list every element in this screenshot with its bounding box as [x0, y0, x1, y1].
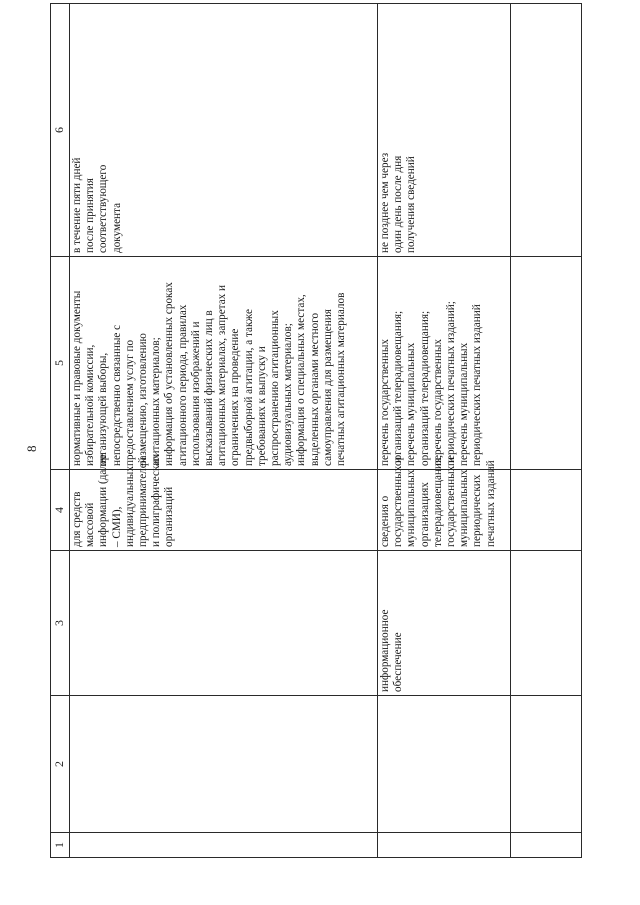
header-col-4: 4: [51, 470, 70, 551]
cell-text-line: нормативные и правовые документы: [71, 290, 83, 466]
table-row: [378, 4, 511, 858]
cell-text-line: перечень муниципальных: [405, 342, 418, 466]
cell-text-line: агитационных материалов;: [150, 337, 163, 466]
cell-text-line: получения сведений: [405, 156, 418, 253]
cell-col-1: [70, 833, 378, 858]
cell-text-line: документа: [110, 202, 123, 253]
table-row-continuation: [511, 4, 582, 858]
header-row: [51, 4, 70, 858]
cell-text-line: перечень муниципальных: [458, 342, 471, 466]
cell-text-line: информация об установленных сроках: [163, 282, 176, 466]
header-col-6: 6: [51, 4, 70, 257]
cell-text-line: сведения о: [379, 495, 391, 547]
table-row: [70, 4, 378, 858]
cell-text-line: требованиях к выпуску и: [255, 346, 268, 466]
cell-text-line: информационное: [379, 609, 391, 692]
cell-col-2: [70, 696, 378, 833]
cell-text-line: для средств: [71, 491, 83, 547]
cell-text-line: периодических печатных изданий;: [445, 301, 458, 466]
cell-col-6: [70, 4, 378, 257]
cell-text-line: организаций: [163, 486, 176, 547]
cell-text-line: после принятия: [84, 178, 97, 253]
cell-col-5: [378, 257, 511, 470]
cell-text-line: организаций телерадиовещания;: [392, 310, 405, 466]
cell-text-line: – СМИ),: [110, 506, 123, 547]
cell-text-line: предвыборной агитации, а также: [242, 309, 255, 466]
cell-col-5: [511, 257, 582, 470]
cell-text-line: перечень государственных: [431, 339, 444, 466]
cell-text-line: не позднее чем через: [379, 152, 391, 253]
header-col-3: 3: [51, 551, 70, 696]
cell-text-line: печатных изданий: [484, 460, 497, 547]
cell-col-4: [378, 455, 511, 551]
cell-text-line: информации (далее: [97, 454, 110, 547]
cell-text-line: муниципальных: [405, 469, 418, 547]
cell-col-3: [511, 551, 582, 696]
cell-text-line: предпринимателей: [137, 457, 150, 547]
cell-text-line: непосредственно связанные с: [110, 324, 123, 466]
cell-col-5: [70, 257, 378, 470]
cell-text-line: телерадиовещания,: [431, 455, 444, 547]
header-col-2: 2: [51, 696, 70, 833]
cell-text-line: периодических печатных изданий: [471, 304, 484, 466]
cell-text-line: информация о специальных местах,: [295, 294, 308, 466]
cell-text-line: и полиграфических: [150, 453, 163, 547]
cell-text-line: аудиовизуальных материалов;: [282, 323, 295, 466]
cell-col-4: [70, 453, 378, 551]
cell-text-line: в течение пяти дней: [71, 157, 83, 253]
cell-text-line: распространению агитационных: [269, 310, 282, 466]
cell-text-line: размещению, изготовлению: [137, 333, 150, 466]
header-col-1: 1: [51, 833, 70, 858]
cell-text-line: агитационных материалах, запретах и: [216, 284, 229, 466]
cell-text-line: печатных агитационных материалов: [335, 292, 348, 466]
cell-text-line: использования изображений и: [189, 321, 202, 466]
cell-text-line: массовой: [84, 502, 97, 547]
cell-text-line: организациях: [418, 482, 431, 547]
cell-text-line: выделенных органами местного: [308, 312, 321, 466]
cell-text-line: организаций телерадиовещания;: [418, 310, 431, 466]
cell-text-line: соответствующего: [97, 164, 110, 253]
cell-col-2: [511, 696, 582, 833]
cell-col-3: [378, 551, 511, 696]
cell-col-1: [511, 833, 582, 858]
cell-text-line: муниципальных: [458, 469, 471, 547]
cell-text-line: индивидуальных: [123, 466, 136, 547]
cell-text-line: периодических: [471, 474, 484, 547]
cell-text-line: ограничениях на проведение: [229, 328, 242, 466]
cell-col-1: [378, 833, 511, 858]
page-number: 8: [24, 445, 39, 452]
cell-text-line: высказываний физических лиц в: [203, 310, 216, 466]
cell-text-line: один день после дня: [392, 155, 405, 253]
cell-text-line: самоуправления для размещения: [321, 309, 334, 466]
cell-text-line: организующей выборы,: [97, 352, 110, 466]
cell-text-line: государственных и: [392, 456, 405, 547]
cell-text-line: агитационного периода, правилах: [176, 304, 189, 466]
cell-col-2: [378, 696, 511, 833]
cell-text-line: государственных и: [445, 456, 458, 547]
rotated-table-frame: [50, 10, 582, 858]
header-col-5: 5: [51, 257, 70, 470]
cell-col-3: [70, 551, 378, 696]
cell-text-line: обеспечение: [392, 632, 405, 692]
cell-col-6: [511, 4, 582, 257]
cell-text-line: предоставлением услуг по: [123, 339, 136, 466]
requirements-table: [50, 3, 582, 858]
cell-col-6: [378, 4, 511, 257]
cell-text-line: перечень государственных: [379, 339, 391, 466]
cell-col-4: [511, 470, 582, 551]
cell-text-line: избирательной комиссии,: [84, 344, 97, 466]
